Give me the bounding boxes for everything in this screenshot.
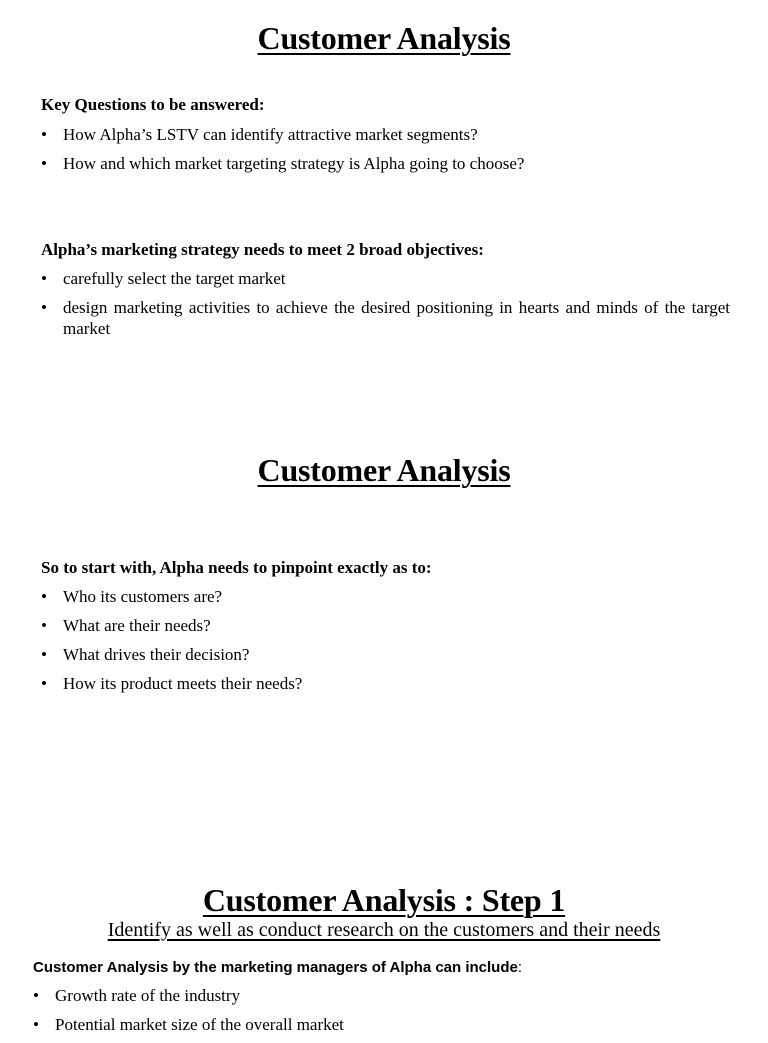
slide1-heading-key-questions: Key Questions to be answered: [41, 95, 265, 114]
list-item: • How and which market targeting strategy is Alpha going to choose? [41, 153, 730, 174]
slide2-title: Customer Analysis [257, 452, 511, 488]
slide3-title: Customer Analysis : Step 1 [202, 882, 566, 918]
slide2-heading: So to start with, Alpha needs to pinpoint exactly as to: [41, 558, 432, 577]
list-item: • What drives their decision? [41, 644, 730, 665]
slide3-heading-bold: Customer Analysis by the marketing managers of Alpha can include [33, 959, 518, 976]
slide3-heading [33, 959, 522, 976]
list-item: • Potential market size of the overall market [33, 1014, 730, 1035]
list-item: • How its product meets their needs? [41, 673, 730, 694]
list-item: • Growth rate of the industry [33, 985, 730, 1006]
list-item: • design marketing activities to achieve the desired positioning in hearts and minds of the target market [41, 297, 730, 339]
slide3-subtitle: Identify as well as conduct research on the customers and their needs [107, 919, 661, 941]
slide2-bullet-list [41, 586, 730, 702]
slide3-heading-colon: : [517, 959, 523, 976]
slide1-title: Customer Analysis [257, 20, 511, 56]
slide1-bullet-list-questions [41, 124, 730, 182]
slide1-bullet-list-objectives [41, 268, 730, 347]
list-item: • How Alpha’s LSTV can identify attractive market segments? [41, 124, 730, 145]
slide1-heading-objectives: Alpha’s marketing strategy needs to meet 2 broad objectives: [41, 240, 484, 259]
list-item: • What are their needs? [41, 615, 730, 636]
list-item: • carefully select the target market [41, 268, 730, 289]
list-item: • Who its customers are? [41, 586, 730, 607]
slide3-bullet-list [33, 985, 730, 1043]
